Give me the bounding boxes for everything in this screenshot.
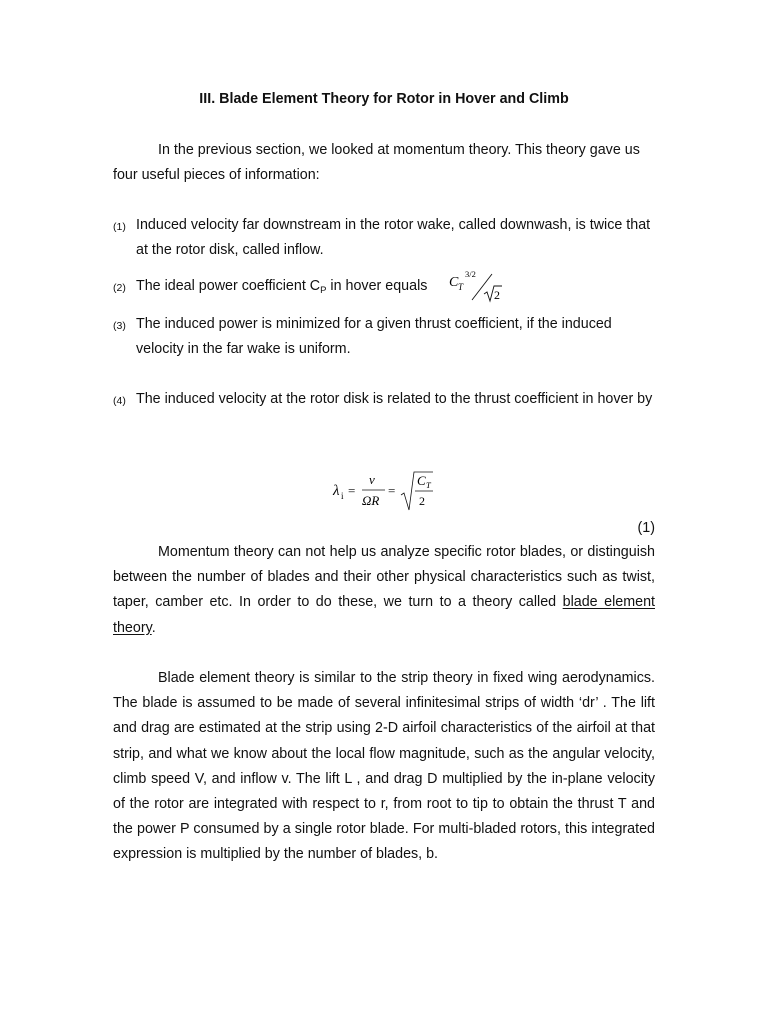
list-item-2 — [113, 274, 655, 299]
section-title: III. Blade Element Theory for Rotor in Hover and Climb — [199, 91, 569, 107]
list-item-1 — [113, 213, 655, 263]
paragraph-momentum — [113, 540, 655, 641]
list-item-4 — [113, 387, 655, 412]
intro-paragraph: In the previous section, we looked at momentum theory. This theory gave us four useful pieces of information: — [113, 142, 640, 184]
list-number: (3) — [113, 320, 126, 332]
eq-root-numerator-sub: T — [426, 480, 431, 490]
eq-equals-1: = — [348, 483, 356, 498]
formula-root-value: 2 — [494, 288, 500, 302]
eq-lambda-sub: i — [341, 491, 344, 501]
eq-lambda: λ — [333, 483, 340, 499]
eq-denominator: ΩR — [362, 493, 380, 508]
blade-element-theory-underlined: blade element theory — [113, 594, 655, 636]
list-number: (1) — [113, 221, 126, 233]
eq-root-denominator: 2 — [419, 494, 425, 508]
list-text: The induced power is minimized for a given thrust coefficient, if the induced velocity in the far wake is uniform. — [136, 316, 612, 358]
paragraph-text: Momentum theory can not help us analyze specific rotor blades, or distinguish between the number of blades and their other physical characteristics such as twist, taper, camber etc. In order to do these, we turn to a theory called — [113, 544, 655, 611]
paragraph-end: . — [151, 619, 156, 636]
formula-ct-sub: T — [458, 282, 464, 292]
eq-root-numerator: C — [417, 473, 426, 488]
list-text: The induced velocity at the rotor disk is related to the thrust coefficient in hover by — [136, 391, 653, 407]
eq-equals-2: = — [388, 483, 396, 498]
paragraph-blade-element: Blade element theory is similar to the strip theory in fixed wing aerodynamics. The blade is assumed to be made of several infinitesimal strips of width ‘dr’ . The lift and drag are estimated at the strip using 2-D airfoil characteristics of the airfoil at that strip, and what we know about the local flow magnitude, such as the angular velocity, climb speed V, and inflow v. The lift L , and drag D multiplied by the in-plane velocity of the rotor are integrated with respect to r, from root to tip to obtain the thrust T and the power P consumed by a single rotor blade. For multi-bladed rotors, this integrated expression is multiplied by the number of blades, b. — [113, 670, 655, 863]
list-text: The ideal power coefficient C — [136, 278, 321, 294]
list-text-subscript: P — [320, 285, 327, 296]
formula-ct: C — [449, 275, 459, 290]
list-text: Induced velocity far downstream in the rotor wake, called downwash, is twice that at the rotor disk, called inflow. — [136, 217, 651, 259]
eq-numerator-v: v — [369, 472, 375, 487]
list-text-tail: in hover equals — [326, 278, 428, 294]
list-number: (2) — [113, 282, 126, 294]
list-item-3 — [113, 312, 655, 362]
list-number: (4) — [113, 395, 126, 407]
cp-hover-formula — [446, 266, 516, 306]
formula-ct-exp: 3/2 — [465, 269, 476, 279]
equation-number: (1) — [637, 520, 655, 536]
equation-1 — [333, 470, 443, 514]
